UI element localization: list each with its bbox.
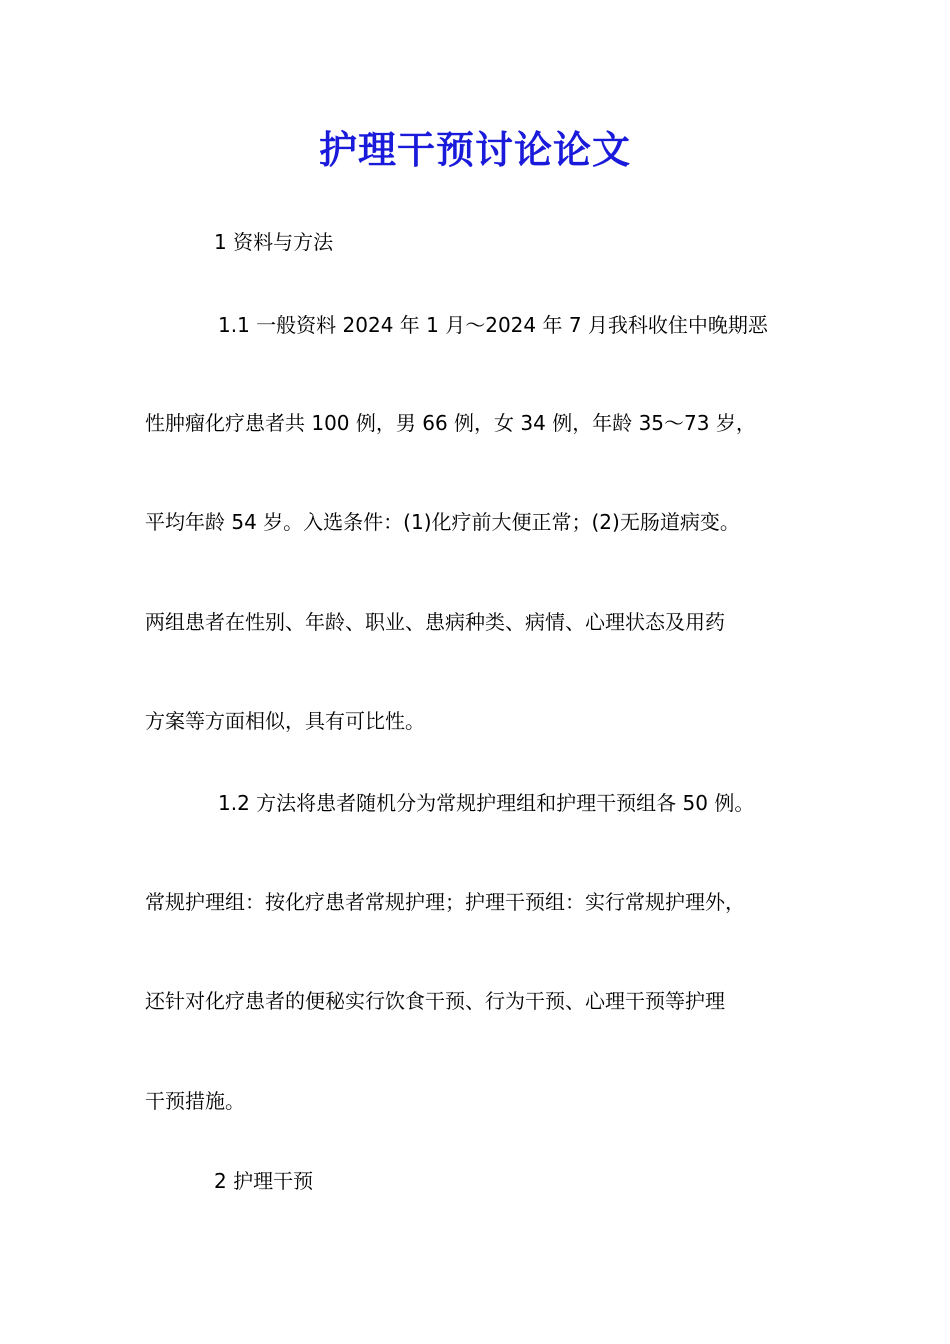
paragraph-line: 干预措施。 — [145, 1089, 245, 1113]
paragraph-line: 性肿瘤化疗患者共 100 例，男 66 例，女 34 例，年龄 35～73 岁， — [145, 411, 756, 435]
paragraph-line: 方案等方面相似，具有可比性。 — [145, 709, 425, 733]
paragraph-line: 常规护理组：按化疗患者常规护理；护理干预组：实行常规护理外， — [145, 890, 745, 914]
document-title: 护理干预讨论论文 — [318, 127, 631, 172]
paragraph-line: 还针对化疗患者的便秘实行饮食干预、行为干预、心理干预等护理 — [145, 989, 725, 1013]
paragraph-line: 平均年龄 54 岁。入选条件：(1)化疗前大便正常；(2)无肠道病变。 — [145, 510, 740, 534]
paragraph-line: 1.2 方法将患者随机分为常规护理组和护理干预组各 50 例。 — [218, 791, 755, 815]
paragraph-line: 1.1 一般资料 2024 年 1 月～2024 年 7 月我科收住中晚期恶 — [218, 313, 768, 337]
paragraph-line: 两组患者在性别、年龄、职业、患病种类、病情、心理状态及用药 — [145, 610, 725, 634]
section-heading-2: 2 护理干预 — [214, 1169, 314, 1193]
section-heading-1: 1 资料与方法 — [214, 230, 334, 254]
